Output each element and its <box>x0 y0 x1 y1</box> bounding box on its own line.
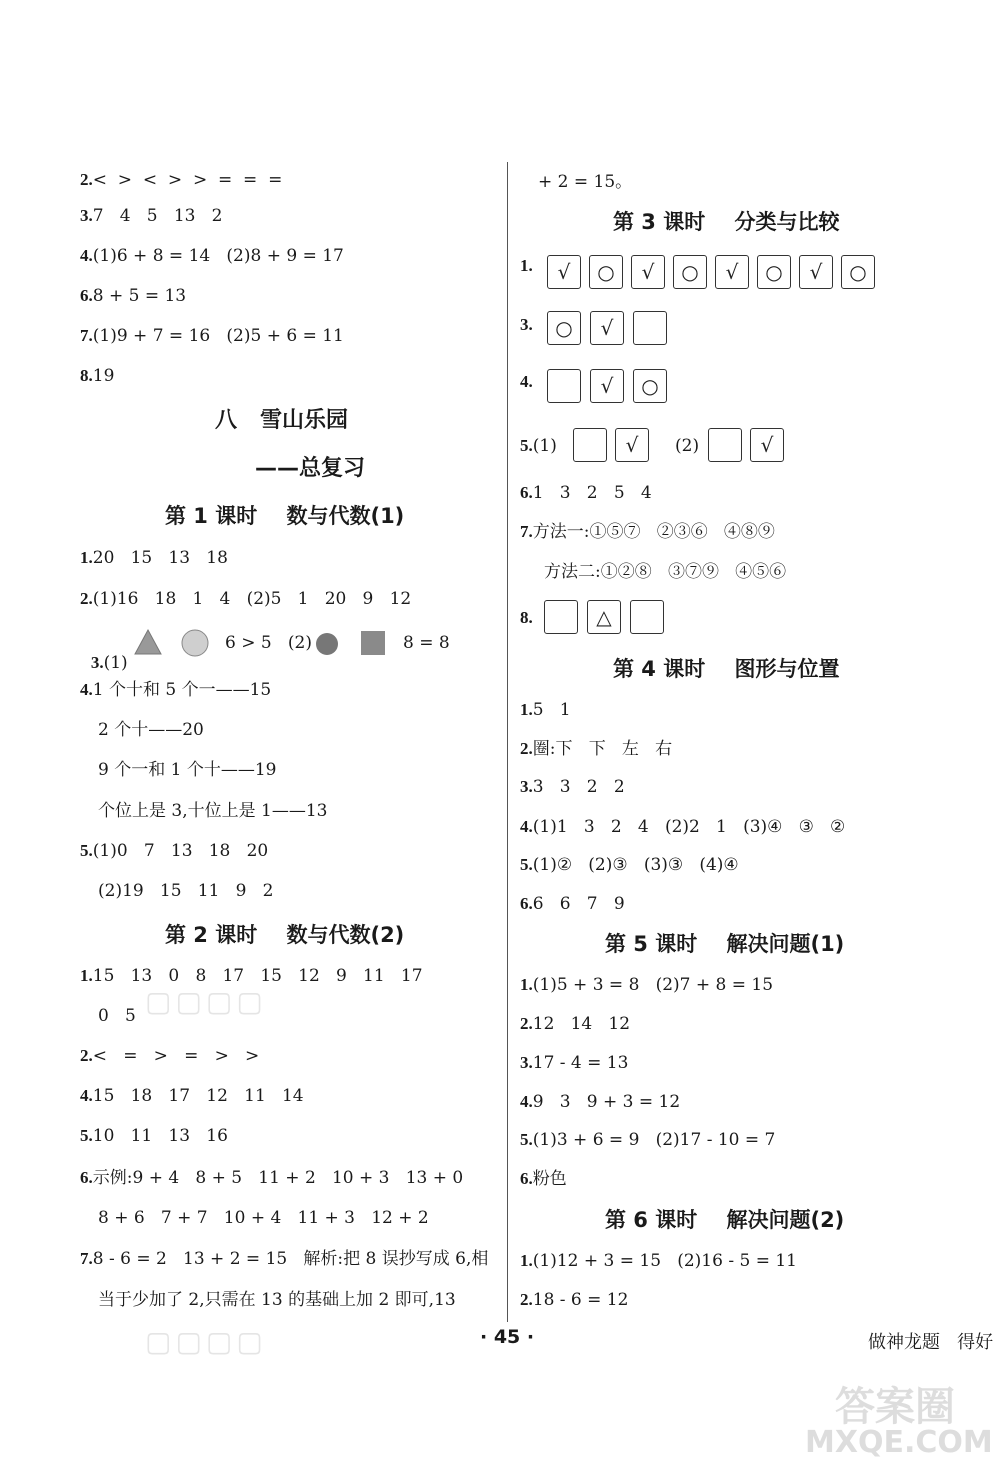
question-number: 3. <box>520 315 533 334</box>
answer-box <box>708 428 742 462</box>
lesson-heading: 第 2 课时 数与代数(2) <box>165 923 405 947</box>
filled-circle-icon <box>314 631 340 657</box>
answer-box: ○ <box>589 255 623 289</box>
answer-box: √ <box>615 428 649 462</box>
answer-text: 6 > 5 (2) <box>225 633 312 653</box>
watermark-logo: 答案圈 <box>835 1384 955 1430</box>
answer-line: 4.15 18 17 12 11 14 <box>80 1086 304 1106</box>
answer-line: 1.(1)5 + 3 = 8 (2)7 + 8 = 15 <box>520 975 774 995</box>
answer-box <box>544 600 578 634</box>
unit-subtitle: ——总复习 <box>255 456 366 481</box>
answer-line: 6.6 6 7 9 <box>520 894 625 914</box>
answer-line: 2 个十——20 <box>98 720 204 740</box>
answer-line: 1.5 1 <box>520 700 571 720</box>
answer-line: 4.(1)6 + 8 = 14 (2)8 + 9 = 17 <box>80 246 344 266</box>
answer-line: 4.(1)1 3 2 4 (2)2 1 (3)④ ③ ② <box>520 817 846 837</box>
answer-box: √ <box>750 428 784 462</box>
answer-box <box>547 369 581 403</box>
answer-line: 2.< = > = > > <box>80 1046 260 1066</box>
footer-brand: 做神龙题 得好 <box>868 1332 994 1353</box>
answer-line: 6.1 3 2 5 4 <box>520 483 652 503</box>
answer-line: 5.(1)3 + 6 = 9 (2)17 - 10 = 7 <box>520 1130 776 1150</box>
question-number: 4. <box>520 372 533 391</box>
answer-box <box>573 428 607 462</box>
answer-line: 3.(1) <box>90 653 128 673</box>
answer-box: △ <box>587 600 621 634</box>
answer-line: 2.< > < > > = = = <box>80 170 283 190</box>
answer-line: 8.19 <box>80 366 115 386</box>
answer-line: 1.15 13 0 8 17 15 12 9 11 17 <box>80 966 423 986</box>
answer-line: 6.8 + 5 = 13 <box>80 286 187 306</box>
answer-box: √ <box>799 255 833 289</box>
faint-stamp-mark: ▢▢▢▢ <box>145 1325 267 1358</box>
question-number: 5.(1) <box>520 436 557 456</box>
answer-line: 2.(1)16 18 1 4 (2)5 1 20 9 12 <box>80 589 412 609</box>
answer-text: (2) <box>675 436 700 456</box>
watermark-url: MXQE.COM <box>805 1425 993 1460</box>
square-icon <box>360 630 386 656</box>
answer-box: ○ <box>547 311 581 345</box>
answer-line: 0 5 <box>98 1006 136 1026</box>
answer-box <box>633 311 667 345</box>
answer-line: (2)19 15 11 9 2 <box>98 881 274 901</box>
answer-line: 4.9 3 9 + 3 = 12 <box>520 1092 681 1112</box>
answer-box: √ <box>547 255 581 289</box>
answer-line: 3.7 4 5 13 2 <box>80 206 223 226</box>
answer-box: ○ <box>841 255 875 289</box>
answer-line: + 2 = 15。 <box>538 172 633 192</box>
lesson-heading: 第 3 课时 分类与比较 <box>613 210 840 234</box>
answer-line: 7.方法一:①⑤⑦ ②③⑥ ④⑧⑨ <box>520 522 775 542</box>
answer-line: 7.8 - 6 = 2 13 + 2 = 15 解析:把 8 误抄写成 6,相 <box>80 1249 489 1269</box>
answer-line: 3.3 3 2 2 <box>520 777 625 797</box>
answer-box: ○ <box>633 369 667 403</box>
answer-line: 个位上是 3,十位上是 1——13 <box>98 801 328 821</box>
answer-box: √ <box>631 255 665 289</box>
answer-box: ○ <box>757 255 791 289</box>
answer-line: 6.粉色 <box>520 1169 567 1189</box>
lesson-heading: 第 4 课时 图形与位置 <box>613 657 840 681</box>
answer-line: 2.18 - 6 = 12 <box>520 1290 629 1310</box>
lesson-heading: 第 5 课时 解决问题(1) <box>605 932 845 956</box>
answer-line: 1.20 15 13 18 <box>80 548 228 568</box>
answer-line: 1.(1)12 + 3 = 15 (2)16 - 5 = 11 <box>520 1251 797 1271</box>
answer-box: √ <box>590 311 624 345</box>
answer-line: 2.12 14 12 <box>520 1014 631 1034</box>
answer-line: 方法二:①②⑧ ③⑦⑨ ④⑤⑥ <box>544 562 787 582</box>
answer-line: 3.17 - 4 = 13 <box>520 1053 629 1073</box>
answer-text: 8 = 8 <box>403 633 450 653</box>
column-divider <box>507 162 508 1322</box>
answer-line: 9 个一和 1 个十——19 <box>98 760 277 780</box>
answer-line: 5.(1)0 7 13 18 20 <box>80 841 269 861</box>
unit-title: 八 雪山乐园 <box>215 408 348 433</box>
circle-icon <box>180 628 210 658</box>
answer-line: 当于少加了 2,只需在 13 的基础上加 2 即可,13 <box>98 1290 456 1310</box>
question-number: 8. <box>520 608 533 627</box>
answer-line: 7.(1)9 + 7 = 16 (2)5 + 6 = 11 <box>80 326 344 346</box>
question-number: 1. <box>520 256 533 275</box>
triangle-icon <box>133 628 163 656</box>
answer-line: 6.示例:9 + 4 8 + 5 11 + 2 10 + 3 13 + 0 <box>80 1168 464 1188</box>
answer-line: 2.圈:下 下 左 右 <box>520 739 673 759</box>
answer-box <box>630 600 664 634</box>
answer-line: 4.1 个十和 5 个一——15 <box>80 680 272 700</box>
answer-line: 5.(1)② (2)③ (3)③ (4)④ <box>520 855 739 875</box>
answer-line: 8 + 6 7 + 7 10 + 4 11 + 3 12 + 2 <box>98 1208 429 1228</box>
answer-box: √ <box>590 369 624 403</box>
answer-line: 5.10 11 13 16 <box>80 1126 228 1146</box>
answer-box: ○ <box>673 255 707 289</box>
page-number: · 45 · <box>480 1326 535 1348</box>
faint-stamp-mark: ▢▢▢▢ <box>145 985 267 1018</box>
lesson-heading: 第 6 课时 解决问题(2) <box>605 1208 845 1232</box>
lesson-heading: 第 1 课时 数与代数(1) <box>165 504 405 528</box>
answer-box: √ <box>715 255 749 289</box>
